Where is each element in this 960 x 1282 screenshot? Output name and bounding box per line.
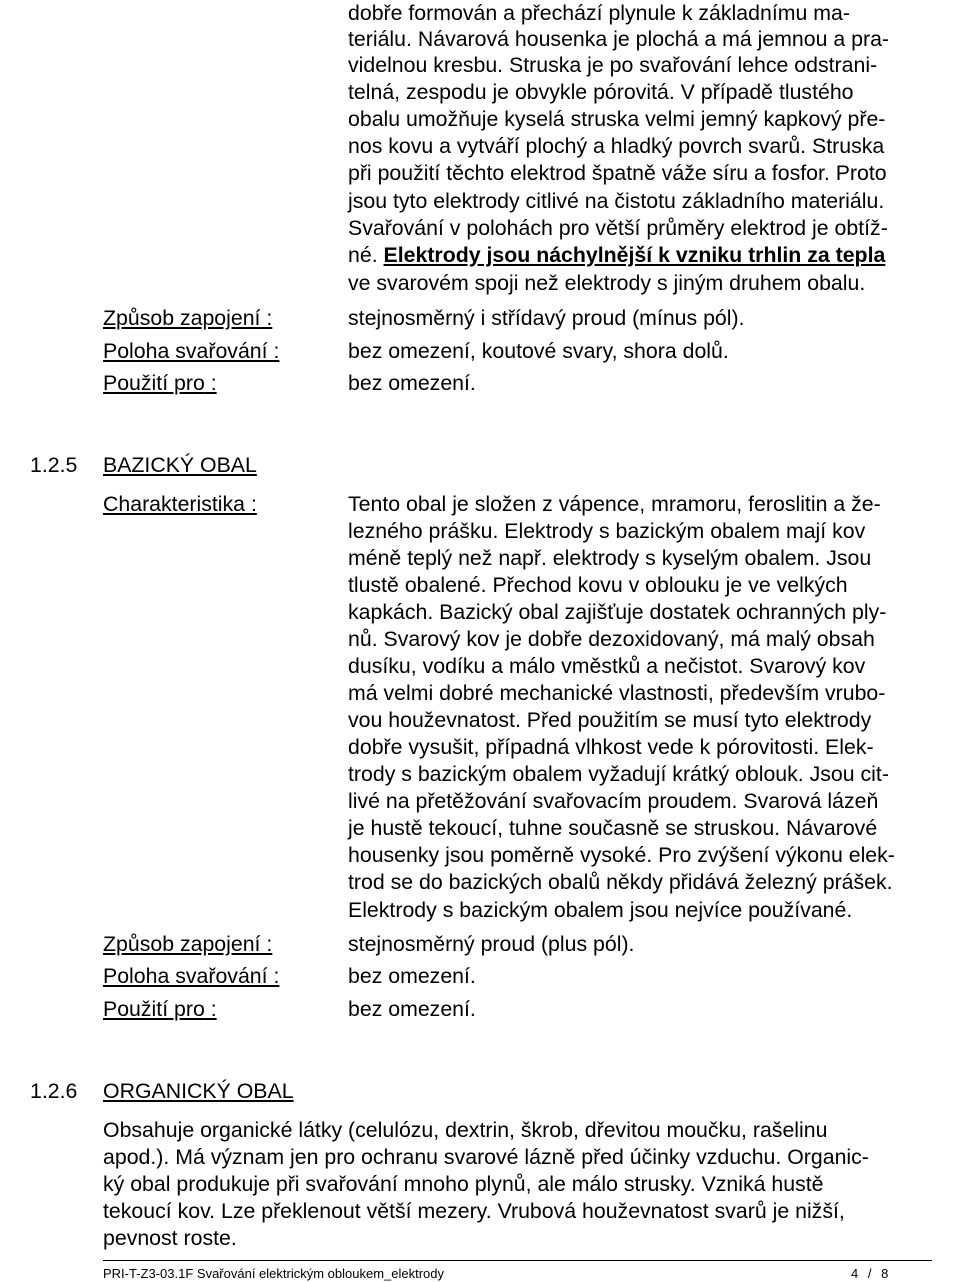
- prop-value-usage: bez omezení.: [348, 997, 476, 1021]
- text-line: telná, zespodu je obvykle pórovitá. V případě tlustého: [348, 80, 854, 104]
- text-line: jsou tyto elektrody citlivé na čistotu základního materiálu.: [348, 189, 885, 213]
- label-text: Způsob zapojení: [103, 932, 261, 956]
- text-line: videlnou kresbu. Struska je po svařování lehce odstrani-: [348, 53, 878, 77]
- section-title: ORGANICKÝ OBAL: [103, 1079, 294, 1103]
- text-line: Obsahuje organické látky (celulózu, dextrin, škrob, dřevitou moučku, rašelinu: [103, 1118, 828, 1142]
- label-colon: :: [245, 492, 257, 516]
- page-separator: /: [867, 1266, 872, 1281]
- page-current: 4: [851, 1266, 859, 1281]
- label-colon: :: [204, 371, 217, 395]
- footer-rule: [103, 1260, 932, 1261]
- text-line: nos kovu a vytváří plochý a hladký povrch svarů. Struska: [348, 134, 885, 158]
- text-line: ve svarovém spoji než elektrody s jiným druhem obalu.: [348, 271, 866, 295]
- text-line: trody s bazickým obalem vyžadují krátký oblouk. Jsou cit-: [348, 762, 889, 786]
- footer-doc-id: PRI-T-Z3-03.1F Svařování elektrickým obloukem_elektrody: [103, 1266, 445, 1281]
- text-line: má velmi dobré mechanické vlastnosti, především vrubo-: [348, 681, 886, 705]
- text-line: Elektrody s bazickým obalem jsou nejvíce používané.: [348, 898, 853, 922]
- prop-label-connection: [103, 931, 272, 957]
- label-text: Poloha svařování: [103, 339, 268, 363]
- prop-label-usage: [103, 996, 217, 1022]
- label-colon: :: [260, 306, 273, 330]
- text-line: kapkách. Bazický obal zajišťuje dostatek ochranných ply-: [348, 600, 887, 624]
- label-text: Způsob zapojení: [103, 306, 261, 330]
- label-text: Poloha svařování: [103, 964, 268, 988]
- section-number: 1.2.5: [30, 453, 78, 477]
- section-title: BAZICKÝ OBAL: [103, 453, 257, 477]
- page-total: 8: [881, 1266, 889, 1281]
- text-line: teriálu. Návarová housenka je plochá a má jemnou a pra-: [348, 27, 890, 51]
- text-line: tekoucí kov. Lze překlenout větší mezery. Vrubová houževnatost svarů je nižší,: [103, 1199, 845, 1223]
- text-line: méně teplý než např. elektrody s kyselým obalem. Jsou: [348, 546, 872, 570]
- label-colon: :: [204, 997, 217, 1021]
- prop-value-position: bez omezení.: [348, 964, 476, 988]
- text-line: pevnost roste.: [103, 1226, 237, 1250]
- emphasis-text: Elektrody jsou náchylnější k vzniku trhlin za tepla: [383, 243, 886, 267]
- text-line: dusíku, vodíku a málo vměstků a nečistot. Svarový kov: [348, 654, 866, 678]
- characteristic-label: [103, 491, 257, 517]
- text-line: vou houževnatost. Před použitím se musí tyto elektrody: [348, 708, 872, 732]
- text-plain: né.: [348, 243, 384, 267]
- prop-label-connection: [103, 305, 272, 331]
- prop-label-position: [103, 963, 279, 989]
- label-text: Charakteristika: [103, 492, 246, 516]
- text-line: lezného prášku. Elektrody s bazickým obalem mají kov: [348, 519, 866, 543]
- prop-label-usage: [103, 370, 217, 396]
- prop-value-usage: bez omezení.: [348, 371, 476, 395]
- text-line: livé na přetěžování svařovacím proudem. Svarová lázeň: [348, 789, 879, 813]
- prop-value-connection: stejnosměrný i střídavý proud (mínus pól).: [348, 306, 745, 330]
- label-colon: :: [260, 932, 273, 956]
- text-line: obalu umožňuje kyselá struska velmi jemný kapkový pře-: [348, 107, 886, 131]
- label-text: Použití pro: [103, 371, 205, 395]
- text-line: je hustě tekoucí, tuhne současně se struskou. Návarové: [348, 816, 878, 840]
- section-number: 1.2.6: [30, 1079, 78, 1103]
- text-line: při použití těchto elektrod špatně váže síru a fosfor. Proto: [348, 161, 887, 185]
- label-text: Použití pro: [103, 997, 205, 1021]
- text-line: tlustě obalené. Přechod kovu v oblouku je ve velkých: [348, 573, 848, 597]
- text-line: Svařování v polohách pro větší průměry elektrod je obtíž-: [348, 216, 888, 240]
- label-colon: :: [267, 339, 280, 363]
- text-line: ký obal produkuje při svařování mnoho plynů, ale málo strusky. Vzniká hustě: [103, 1172, 824, 1196]
- text-line: dobře vysušit, případná vlhkost vede k pórovitosti. Elek-: [348, 735, 874, 759]
- text-line-mixed: [348, 242, 885, 268]
- prop-value-position: bez omezení, koutové svary, shora dolů.: [348, 339, 729, 363]
- label-colon: :: [267, 964, 280, 988]
- prop-value-connection: stejnosměrný proud (plus pól).: [348, 932, 635, 956]
- text-line: apod.). Má význam jen pro ochranu svarové lázně před účinky vzduchu. Organic-: [103, 1145, 869, 1169]
- text-line: trod se do bazických obalů někdy přidává železný prášek.: [348, 870, 893, 894]
- text-line: Tento obal je složen z vápence, mramoru, feroslitin a že-: [348, 492, 881, 516]
- text-line: dobře formován a přechází plynule k základnímu ma-: [348, 1, 850, 25]
- text-line: nů. Svarový kov je dobře dezoxidovaný, má malý obsah: [348, 627, 875, 651]
- prop-label-position: [103, 338, 279, 364]
- text-line: housenky jsou poměrně vysoké. Pro zvýšení výkonu elek-: [348, 843, 895, 867]
